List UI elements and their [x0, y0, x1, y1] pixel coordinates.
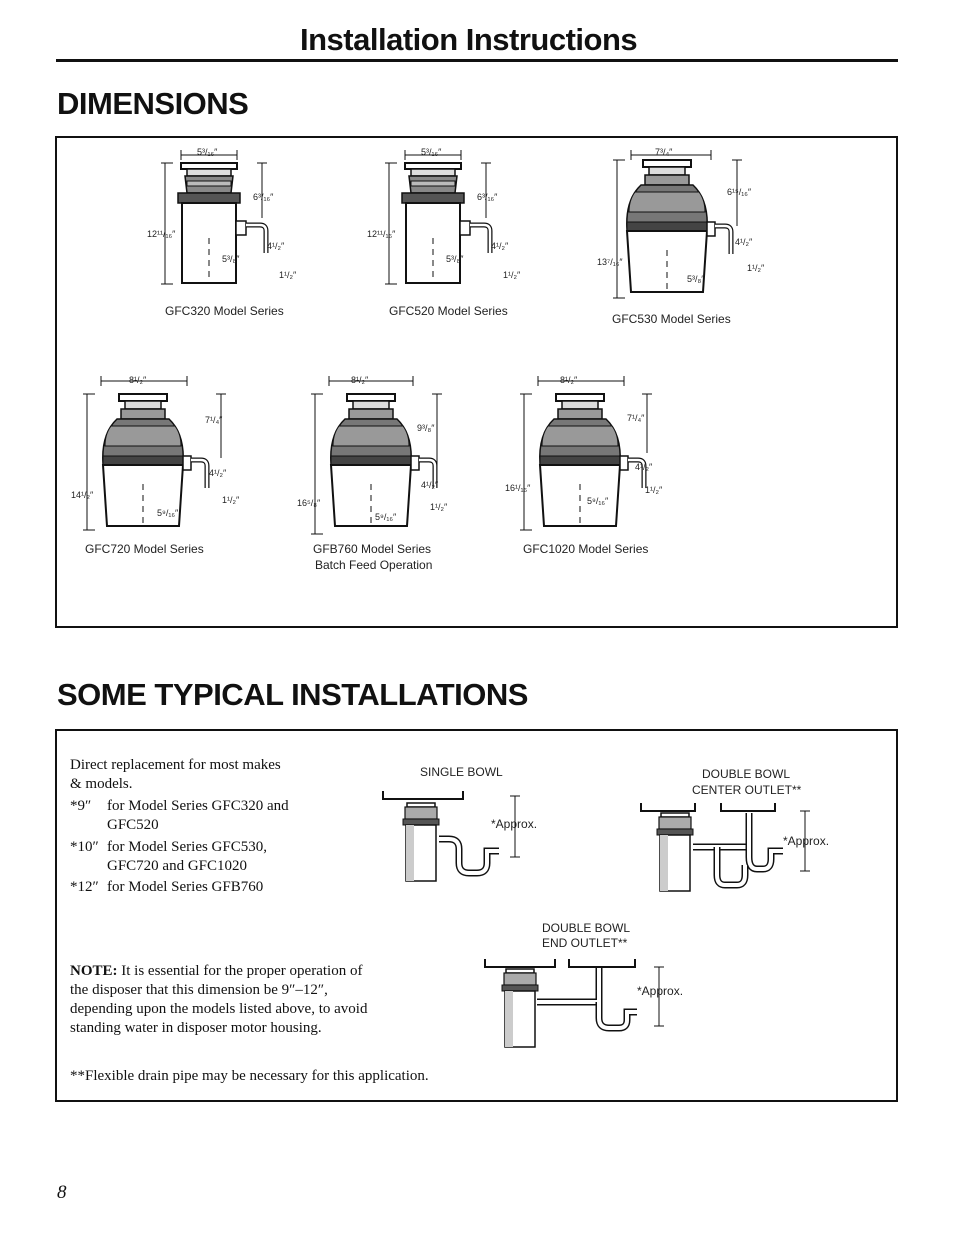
m6-upper-dim: 7¹/₄″: [627, 413, 645, 423]
installations-diagram: [57, 731, 896, 1100]
m4-top-dim: 8¹/₂″: [129, 375, 147, 385]
double-end-diagram: [485, 959, 664, 1047]
installations-panel: [55, 729, 898, 1102]
m2-top-dim: 5³/₁₆″: [421, 147, 442, 157]
m1-height-dim: 12¹¹/₁₆″: [147, 229, 176, 239]
m3-side-dim: 5³/₈″: [687, 274, 705, 284]
model-gfc720: [71, 375, 240, 556]
m5-side-dim: 5⁹/₁₆″: [375, 512, 397, 522]
footnote: **Flexible drain pipe may be necessary for this application.: [70, 1068, 429, 1084]
m4-label: GFC720 Model Series: [85, 542, 204, 556]
m3-upper-dim: 6¹⁵/₁₆″: [727, 187, 752, 197]
m1-top-dim: 5³/₁₆″: [197, 147, 218, 157]
header-rule: [56, 59, 898, 62]
double-center-label-2: CENTER OUTLET**: [692, 783, 802, 797]
spec-text-9: for Model Series GFC320 and GFC520: [107, 798, 289, 833]
intro-text: Direct replacement for most makes & models.: [70, 757, 281, 792]
m5-pipe-dim: 1¹/₂″: [430, 502, 448, 512]
spec-key-10: *10″: [70, 839, 99, 855]
m5-label: GFB760 Model Series: [313, 542, 432, 556]
m5-label2: Batch Feed Operation: [315, 558, 433, 572]
spec-text-10: for Model Series GFC530, GFC720 and GFC1020: [107, 839, 267, 874]
spec-key-12: *12″: [70, 879, 99, 895]
m6-label: GFC1020 Model Series: [523, 542, 649, 556]
m4-pipe-dim: 1¹/₂″: [222, 495, 240, 505]
note-label: NOTE:: [70, 963, 118, 979]
note-text: It is essential for the proper operation of the disposer that this dimension be 9″–12″, depending upon the models listed above, to avoid standing water in disposer motor housing.: [70, 963, 368, 1036]
m6-outlet-dim: 4¹/₂″: [635, 462, 653, 472]
model-gfc520: [367, 147, 521, 318]
m6-height-dim: 16¹/₁₆″: [505, 483, 531, 493]
m3-top-dim: 7³/₄″: [655, 147, 673, 157]
page-number: 8: [57, 1182, 67, 1203]
m1-pipe-dim: 1¹/₂″: [279, 270, 297, 280]
m4-upper-dim: 7¹/₄″: [205, 415, 223, 425]
m4-height-dim: 14¹/₂″: [71, 490, 94, 500]
double-center-diagram: [641, 803, 810, 891]
m5-height-dim: 16⁵/₈″: [297, 498, 321, 508]
single-bowl-label: SINGLE BOWL: [420, 765, 503, 779]
m6-pipe-dim: 1¹/₂″: [645, 485, 663, 495]
m1-outlet-dim: 4¹/₂″: [267, 241, 285, 251]
approx-double-end: *Approx.: [637, 984, 684, 998]
page-header-title: Installation Instructions: [300, 22, 638, 57]
double-end-label-2: END OUTLET**: [542, 936, 628, 950]
dimensions-heading: DIMENSIONS: [57, 86, 249, 121]
model-gfc1020: [505, 375, 663, 556]
model-gfc320: [147, 147, 297, 318]
m6-top-dim: 8¹/₂″: [560, 375, 578, 385]
spec-text-12: for Model Series GFB760: [107, 879, 264, 895]
m2-pipe-dim: 1¹/₂″: [503, 270, 521, 280]
double-end-label-1: DOUBLE BOWL: [542, 921, 631, 935]
m5-top-dim: 8¹/₂″: [351, 375, 369, 385]
m3-height-dim: 13⁷/₁₆″: [597, 257, 623, 267]
dimensions-panel: [55, 136, 898, 628]
m5-upper-dim: 9³/₈″: [417, 423, 435, 433]
m4-outlet-dim: 4¹/₂″: [209, 468, 227, 478]
m2-upper-dim: 6³/₁₆″: [477, 192, 498, 202]
m2-outlet-dim: 4¹/₂″: [491, 241, 509, 251]
m3-pipe-dim: 1¹/₂″: [747, 263, 765, 273]
m2-side-dim: 5³/₈″: [446, 254, 464, 264]
single-bowl-diagram: [383, 791, 520, 881]
double-center-label-1: DOUBLE BOWL: [702, 767, 791, 781]
m3-label: GFC530 Model Series: [612, 312, 731, 326]
m5-outlet-dim: 4¹/₂″: [421, 480, 439, 490]
approx-double-center: *Approx.: [783, 834, 830, 848]
approx-single: *Approx.: [491, 817, 538, 831]
m3-outlet-dim: 4¹/₂″: [735, 237, 753, 247]
m6-side-dim: 5⁹/₁₆″: [587, 496, 609, 506]
model-gfc530: [597, 147, 765, 326]
m1-side-dim: 5³/₈″: [222, 254, 240, 264]
m1-label: GFC320 Model Series: [165, 304, 284, 318]
m2-height-dim: 12¹¹/₁₆″: [367, 229, 396, 239]
m2-label: GFC520 Model Series: [389, 304, 508, 318]
spec-key-9: *9″: [70, 798, 92, 814]
m1-upper-dim: 6³/₁₆″: [253, 192, 274, 202]
dimensions-diagram: [57, 138, 896, 626]
installations-heading: SOME TYPICAL INSTALLATIONS: [57, 677, 528, 712]
m4-side-dim: 5⁹/₁₆″: [157, 508, 179, 518]
model-gfb760: [297, 375, 448, 572]
